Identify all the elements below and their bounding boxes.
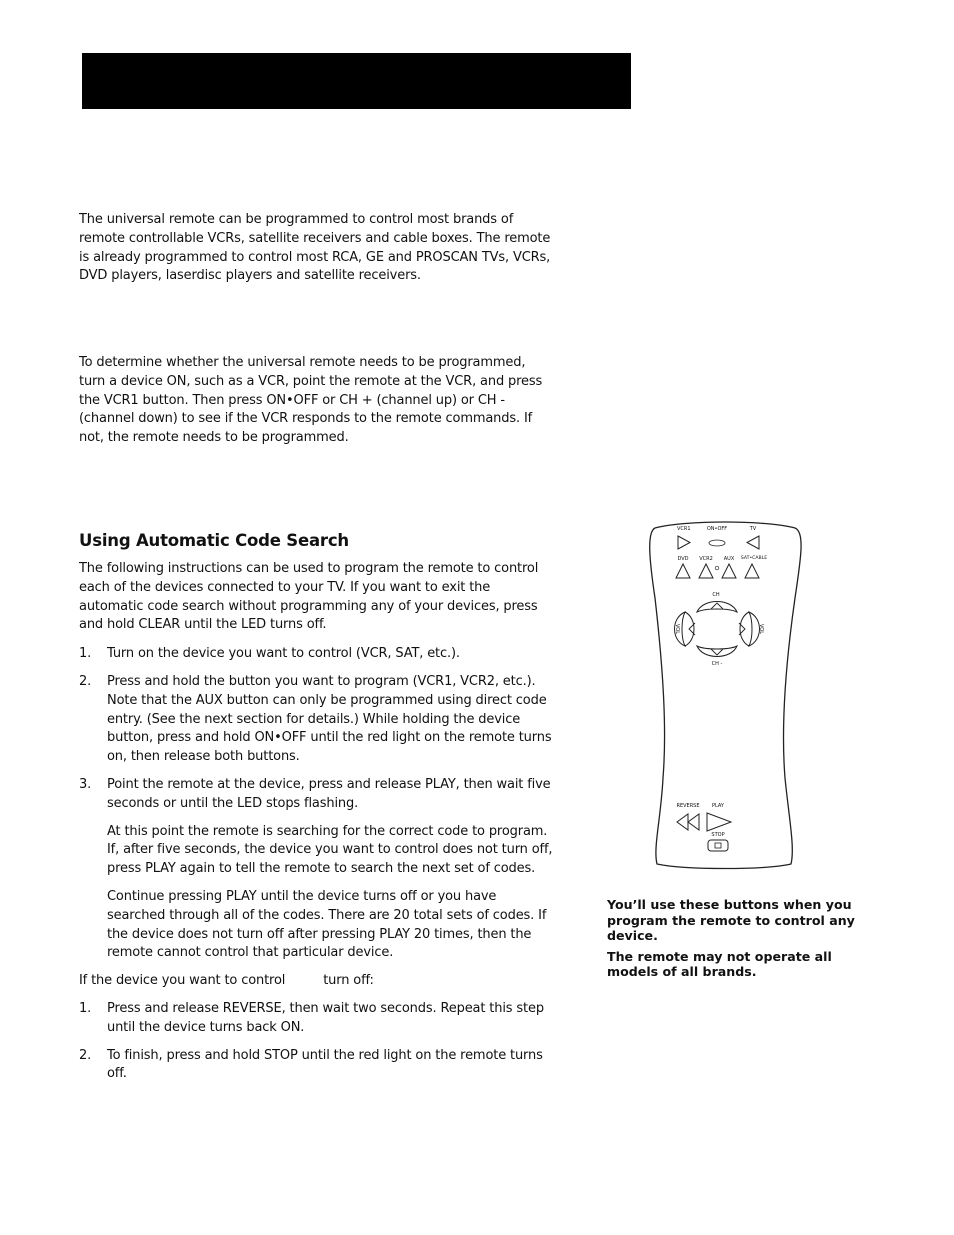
step-number: 1. bbox=[79, 1000, 92, 1016]
remote-control-illustration bbox=[645, 518, 805, 870]
caption-line-1: You’ll use these buttons when you program the remote to control any device. bbox=[607, 897, 855, 944]
determine-paragraph: To determine whether the universal remote needs to be programmed, turn a device ON, such as a VCR, point the remote at the VCR, and press the VCR1 button. Then press ON•OFF or CH + (channel up) or CH - (channel down) to see if the VCR responds to the remote commands. If not, the remote needs to be programmed. bbox=[79, 355, 543, 446]
led-indicator-icon bbox=[715, 566, 719, 570]
tv-button-icon[interactable] bbox=[747, 536, 759, 549]
vcr2-button-icon[interactable] bbox=[699, 564, 713, 578]
dvd-label: DVD bbox=[677, 556, 689, 562]
step-number: 2. bbox=[79, 673, 92, 689]
aux-button-icon[interactable] bbox=[722, 564, 736, 578]
automatic-code-search-section bbox=[79, 530, 555, 1093]
vol-up-button-icon[interactable] bbox=[740, 612, 760, 646]
figure-caption bbox=[607, 897, 879, 985]
ch-down-label: CH - bbox=[711, 661, 723, 667]
step-1 bbox=[79, 645, 555, 664]
finish-step-2 bbox=[79, 1047, 555, 1085]
vcr1-label: VCR1 bbox=[677, 526, 691, 532]
step-number: 2. bbox=[79, 1047, 92, 1063]
step-number: 1. bbox=[79, 646, 92, 662]
step-3-detail-1: At this point the remote is searching for the correct code to program. If, after five seconds, the device you want to control does not turn off, press PLAY again to tell the remote to search the next set of codes. bbox=[107, 823, 553, 877]
step-number: 3. bbox=[79, 776, 92, 792]
stop-label: STOP bbox=[711, 832, 725, 838]
section-heading: Using Automatic Code Search bbox=[79, 531, 349, 550]
tv-label: TV bbox=[749, 526, 757, 532]
finish-step-1 bbox=[79, 1000, 555, 1038]
step-2 bbox=[79, 673, 555, 767]
ch-up-arrow-icon bbox=[711, 603, 723, 609]
step-text: Turn on the device you want to control (VCR, SAT, etc.). bbox=[107, 646, 460, 662]
reverse-button-icon[interactable] bbox=[677, 814, 699, 830]
onoff-label: ON•OFF bbox=[706, 526, 728, 532]
play-button-icon[interactable] bbox=[707, 813, 731, 831]
step-text: To finish, press and hold STOP until the red light on the remote turns off. bbox=[107, 1047, 543, 1082]
ch-down-arrow-icon bbox=[711, 649, 723, 655]
caption-line-2: The remote may not operate all models of all brands. bbox=[607, 948, 832, 980]
play-label: PLAY bbox=[711, 803, 725, 809]
stop-square-icon bbox=[715, 843, 721, 848]
remote-body-outline bbox=[650, 522, 801, 869]
intro-paragraph: The universal remote can be programmed to control most brands of remote controllable VCRs, satellite receivers and cable boxes. The remote is already programmed to control most RCA, GE and PROSCAN TVs, VCRs, DVD players, laserdisc players and satellite receivers. bbox=[79, 212, 551, 284]
ch-up-label: CH bbox=[712, 592, 720, 598]
vcr2-label: VCR2 bbox=[699, 556, 713, 562]
stop-button-icon[interactable] bbox=[708, 840, 728, 851]
onoff-button-icon[interactable] bbox=[709, 540, 725, 546]
satcable-label: SAT•CABLE bbox=[740, 556, 768, 561]
step-text: Press and release REVERSE, then wait two seconds. Repeat this step until the device turns back ON. bbox=[107, 1000, 544, 1035]
aux-label: AUX bbox=[723, 556, 735, 562]
if-device-line bbox=[79, 972, 555, 991]
reverse-label: REVERSE bbox=[676, 803, 700, 809]
header-bar bbox=[82, 53, 631, 109]
if-text-end: turn off: bbox=[323, 973, 374, 989]
step-text: Press and hold the button you want to program (VCR1, VCR2, etc.). Note that the AUX button can only be programmed using direct code entry. (See the next section for details.) While holding the device button, press and hold ON•OFF until the red light on the remote turns on, then release both buttons. bbox=[107, 673, 552, 765]
vol-right-label: VOL bbox=[758, 623, 764, 635]
vol-left-label: VOL bbox=[674, 623, 680, 635]
dvd-button-icon[interactable] bbox=[676, 564, 690, 578]
vcr1-button-icon[interactable] bbox=[678, 536, 690, 549]
satcable-button-icon[interactable] bbox=[745, 564, 759, 578]
section-intro: The following instructions can be used to program the remote to control each of the devices connected to your TV. If you want to exit the automatic code search without programming any of your devices, press and hold CLEAR until the LED turns off. bbox=[79, 561, 539, 633]
step-3-detail-2: Continue pressing PLAY until the device turns off or you have searched through all of the codes. There are 20 total sets of codes. If the device does not turn off after pressing PLAY 20 times, then the remote cannot control that particular device. bbox=[107, 888, 547, 961]
if-text-start: If the device you want to control bbox=[79, 973, 286, 989]
step-text: Point the remote at the device, press and release PLAY, then wait five seconds or until the LED stops flashing. bbox=[107, 776, 551, 811]
step-3 bbox=[79, 776, 555, 814]
